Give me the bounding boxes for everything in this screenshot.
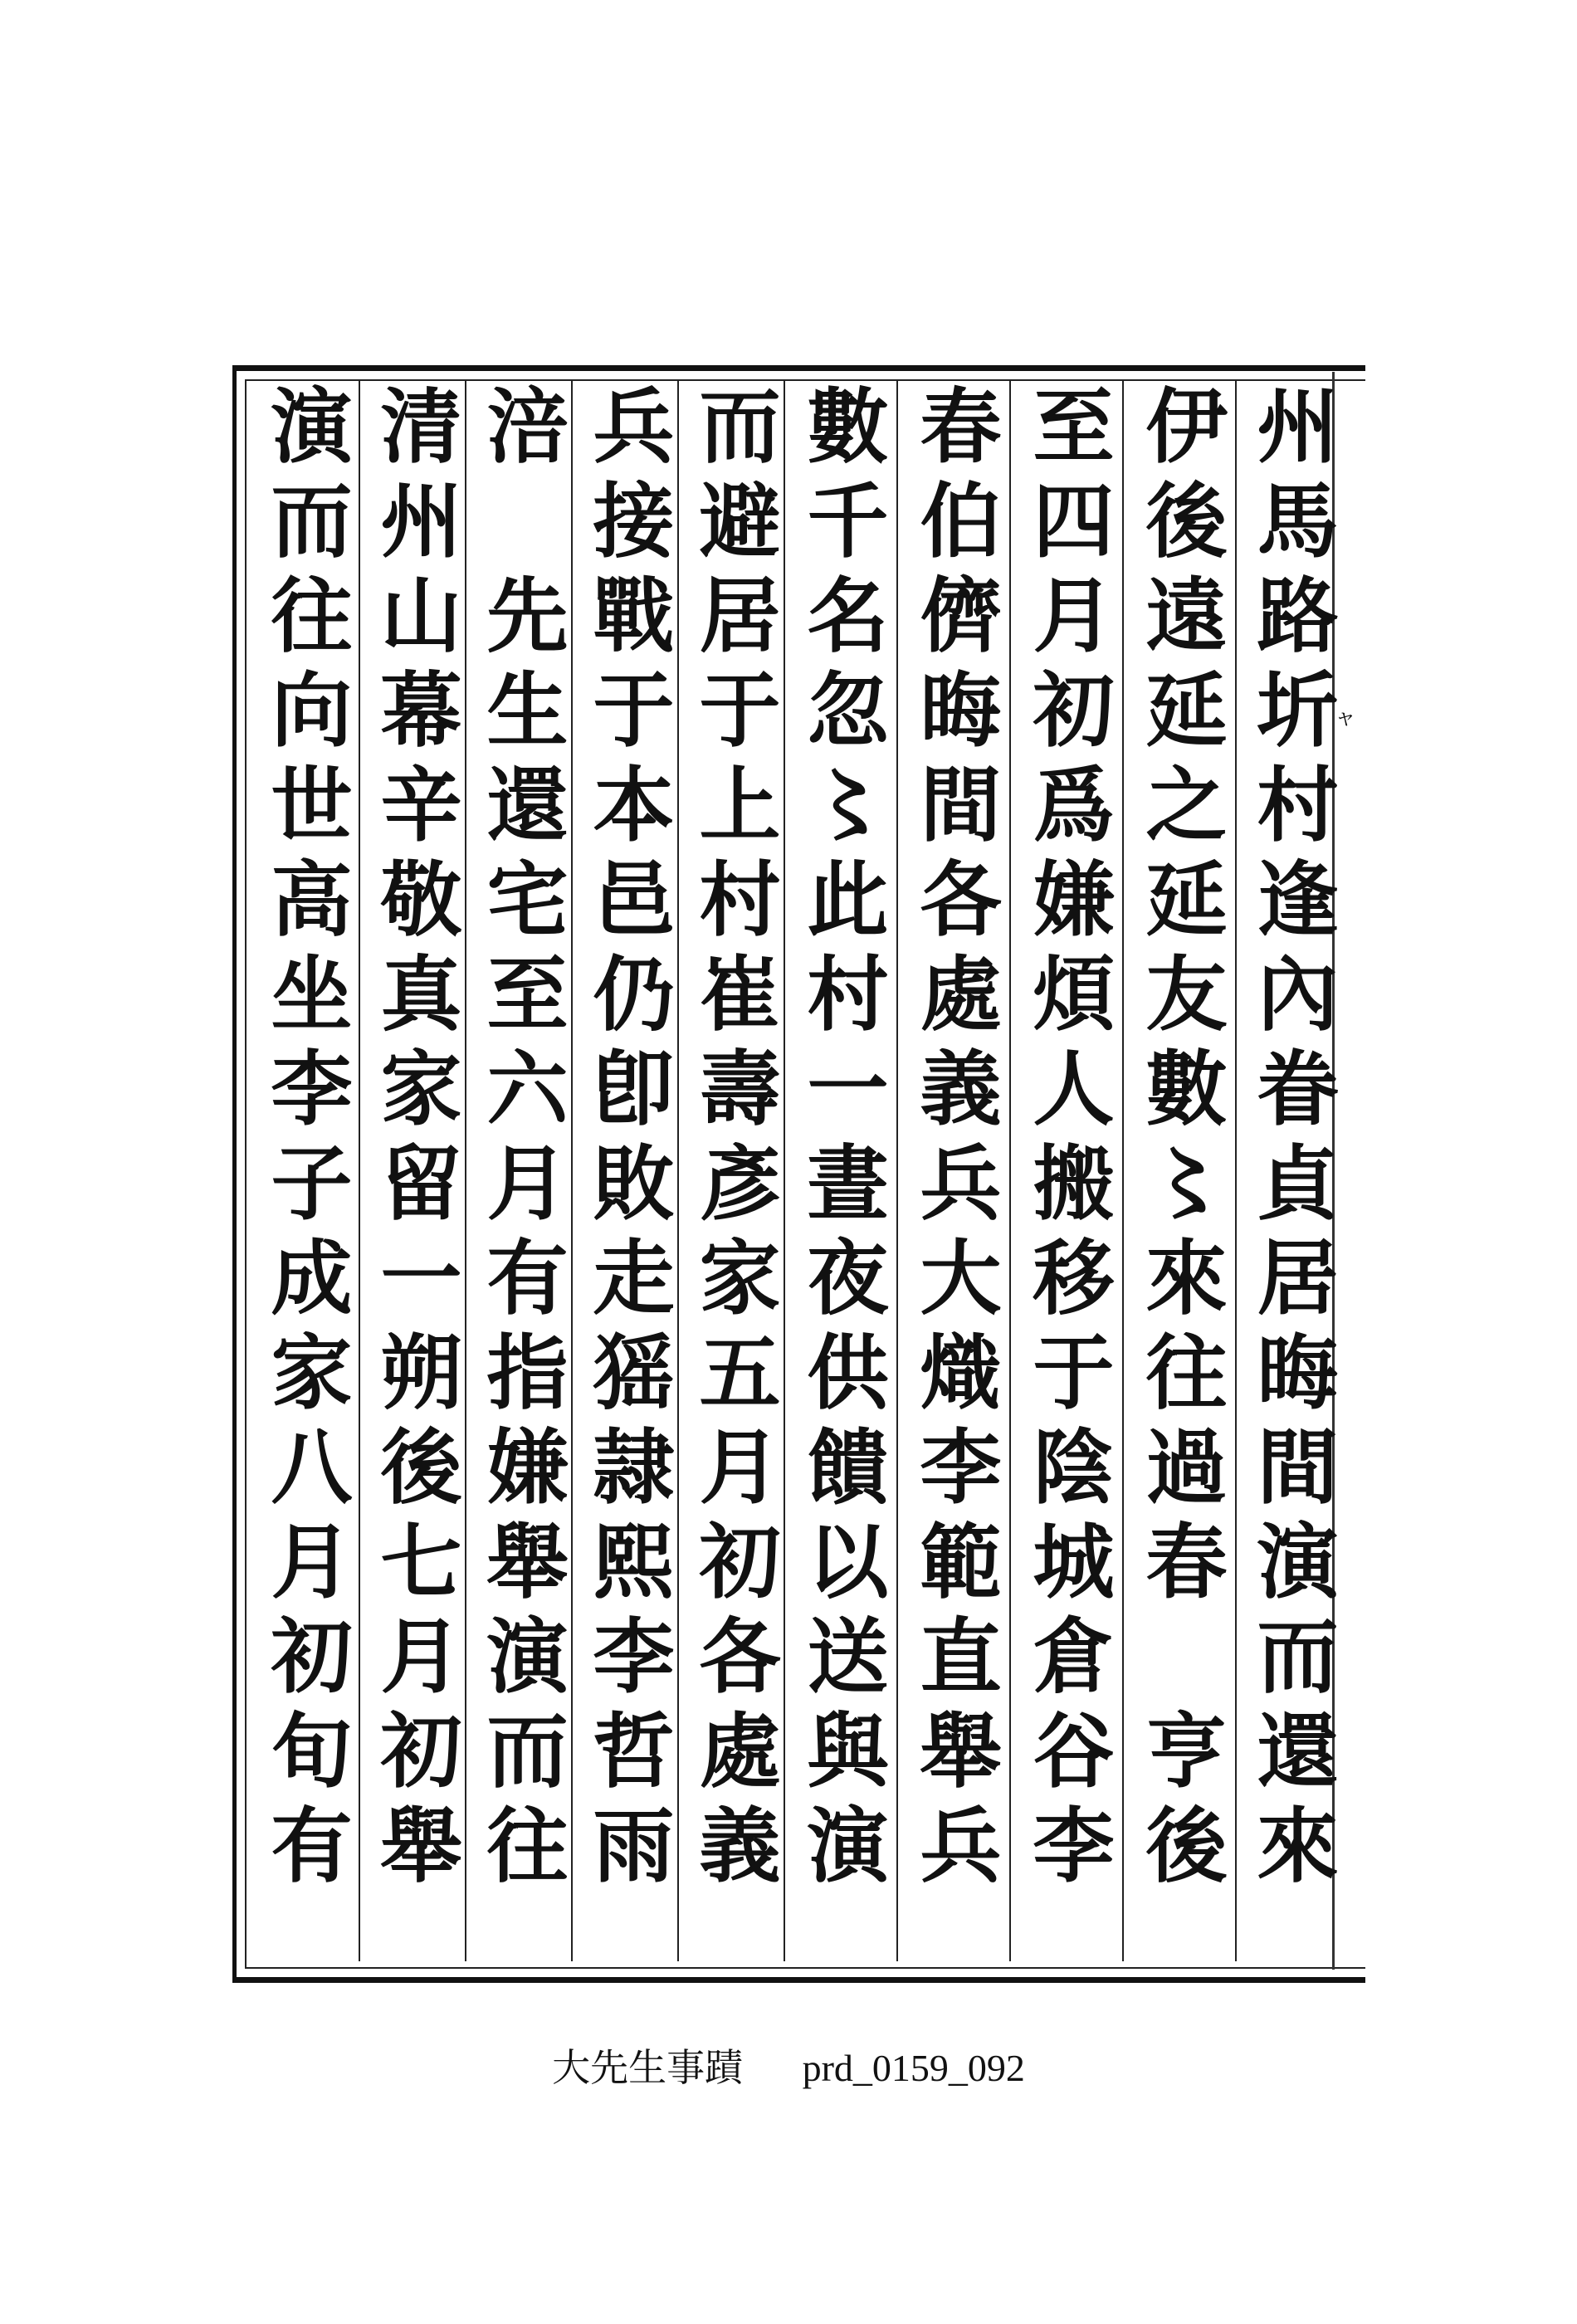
column-rule <box>1009 380 1011 1961</box>
text-column-10: 演而往向世高坐李子成家八月初旬有 <box>257 383 353 1897</box>
edge-mark: ャ <box>1335 706 1357 730</box>
text-column-3: 至四月初爲嫌煩人搬移于陰城倉谷李 <box>1019 383 1115 1897</box>
text-column-6: 而避居于上村崔壽彥家五月初各處義 <box>686 383 781 1897</box>
text-column-4: 春伯儕晦間各處義兵大熾李範直舉兵 <box>906 383 1002 1897</box>
book-title: 大先生事蹟 <box>552 2047 744 2089</box>
column-rule <box>784 380 785 1961</box>
text-column-5: 數千名忽〻此村一晝夜供饋以送與演 <box>793 383 889 1897</box>
text-column-2: 伊後遠延之延友數〻來往過春 亨後 <box>1132 383 1228 1897</box>
column-rule <box>1235 380 1237 1961</box>
page-id: prd_0159_092 <box>802 2047 1025 2089</box>
column-rule <box>359 380 360 1961</box>
text-column-9: 清州山幕辛敬真家留一朔後七月初舉 <box>367 383 462 1897</box>
column-rule <box>896 380 898 1961</box>
column-rule <box>465 380 466 1961</box>
column-rule <box>1122 380 1124 1961</box>
column-rule <box>571 380 573 1961</box>
text-column-8: 涪 先生還宅至六月有指嫌舉演而往 <box>473 383 569 1897</box>
text-column-1: 州馬路圻村逢內眷貞居晦間演而還來 <box>1243 383 1339 1897</box>
page-footer <box>0 2038 1577 2092</box>
column-rule <box>677 380 679 1961</box>
text-column-7: 兵接戰于本邑仍卽敗走猺隷熙李哲雨 <box>579 383 675 1897</box>
